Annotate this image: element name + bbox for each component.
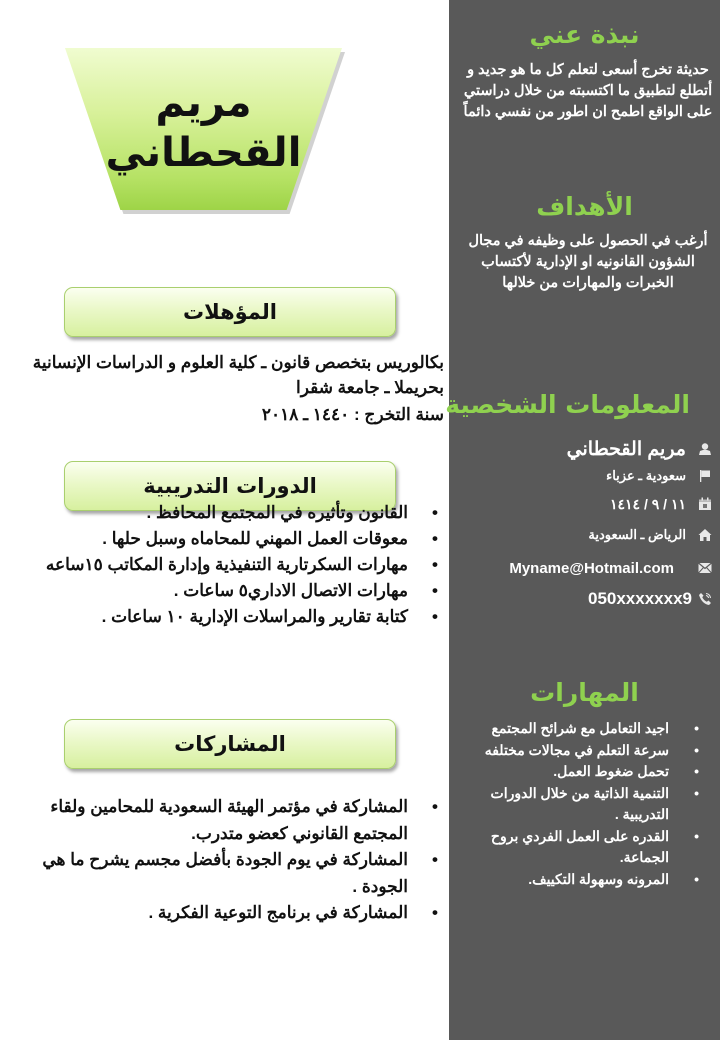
courses-title: الدورات التدريبية (143, 474, 317, 498)
participation-item: • المشاركة في يوم الجودة بأفضل مجسم يشرح ما هي الجودة . (0, 847, 444, 900)
flag-icon (694, 465, 716, 487)
participation-item: • المشاركة في برنامج التوعية الفكرية . (0, 900, 444, 927)
info-name: مريم القحطاني (566, 438, 686, 460)
goals-text: أرغب في الحصول على وظيفه في مجال الشؤون القانونيه او الإدارية لأكتساب الخبرات والمهارات من خلالها (468, 233, 708, 291)
info-email[interactable]: Myname@Hotmail.com (509, 559, 674, 577)
courses-list (0, 500, 444, 630)
participations-list (0, 794, 444, 927)
info-status: سعودية ـ عزباء (606, 468, 686, 483)
info-row-birthdate (449, 491, 720, 517)
course-item: • مهارات السكرتارية التنفيذية وإدارة المكاتب ١٥ساعه (0, 552, 444, 578)
info-row-phone (449, 586, 720, 612)
participations-header (64, 719, 396, 769)
participations-title: المشاركات (174, 732, 286, 756)
skill-item: • تحمل ضغوط العمل. (457, 761, 707, 783)
about-title: نبذة عني (529, 20, 640, 49)
info-row-status (449, 463, 720, 489)
graduation-year: سنة التخرج : ١٤٤٠ ـ ٢٠١٨ (261, 405, 444, 424)
last-name: القحطاني (105, 130, 302, 176)
skills-title: المهارات (530, 678, 639, 707)
degree-text: بكالوريس بتخصص قانون ـ كلية العلوم و الدراسات الإنسانية بحريملا ـ جامعة شقرا (32, 353, 444, 397)
info-row-address (449, 522, 720, 548)
skill-item: • القدره على العمل الفردي بروح الجماعة. (457, 826, 707, 869)
user-icon (694, 438, 716, 460)
envelope-icon (694, 557, 716, 579)
skill-item: • اجيد التعامل مع شرائح المجتمع (457, 718, 707, 740)
calendar-icon (694, 493, 716, 515)
info-row-email (449, 555, 720, 581)
personal-info-title: المعلومات الشخصية (445, 390, 690, 419)
participation-item: • المشاركة في مؤتمر الهيئة السعودية للمحامين ولقاء المجتمع القانوني كعضو متدرب. (0, 794, 444, 847)
course-item: • القانون وتأثيره في المجتمع المحافظ . (0, 500, 444, 526)
course-item: • مهارات الاتصال الاداري٥ ساعات . (0, 578, 444, 604)
info-birthdate: ١١ / ٩ / ١٤١٤ (610, 495, 686, 512)
qualifications-header (64, 287, 396, 337)
skill-item: • سرعة التعلم في مجالات مختلفه (457, 740, 707, 762)
qualifications-title: المؤهلات (183, 300, 277, 324)
first-name: مريم (155, 80, 252, 126)
sidebar (445, 0, 720, 1040)
skill-item: • المرونه وسهولة التكييف. (457, 869, 707, 891)
skills-list (457, 718, 707, 890)
info-phone[interactable]: 050xxxxxxx9 (587, 589, 692, 608)
info-row-name (449, 436, 720, 462)
course-item: • كتابة تقارير والمراسلات الإدارية ١٠ ساعات . (0, 604, 444, 630)
info-address: الرياض ـ السعودية (588, 527, 686, 542)
qualifications-content (4, 350, 444, 427)
candidate-name (65, 78, 342, 178)
skill-item: • التنمية الذاتية من خلال الدورات التدريبية . (457, 783, 707, 826)
course-item: • معوقات العمل المهني للمحاماه وسبل حلها . (0, 526, 444, 552)
home-icon (694, 524, 716, 546)
goals-title: الأهداف (536, 192, 633, 221)
about-text: حديثة تخرج أسعى لتعلم كل ما هو جديد و أتطلع لتطبيق ما اكتسبته من خلال دراستي على الواقع اطمح ان اطور من نفسي دائماً (463, 62, 713, 120)
phone-icon (694, 588, 716, 610)
